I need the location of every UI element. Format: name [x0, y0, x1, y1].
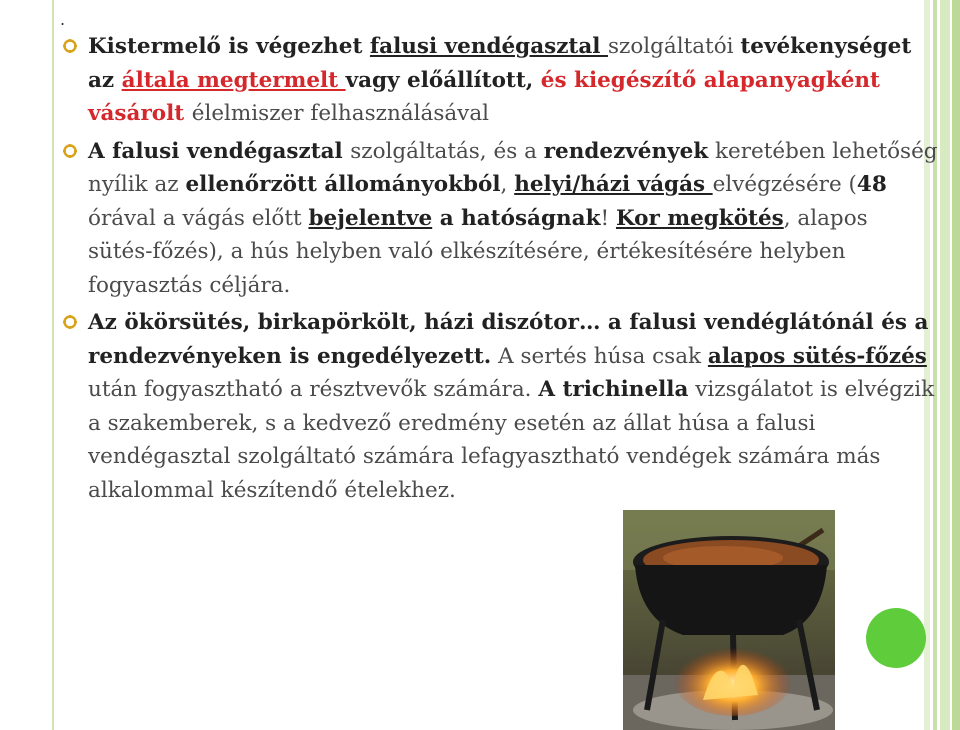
bullet-item [60, 306, 938, 507]
text-segment: Kor megkötés [615, 205, 784, 231]
text-segment: élelmiszer felhasználásával [191, 101, 490, 126]
text-segment: szolgáltatás, és a [350, 138, 544, 164]
text-segment: bejelentve [308, 205, 433, 231]
left-border-rule [52, 0, 54, 730]
text-segment: ellenőrzött állományokból [185, 172, 501, 197]
text-segment: alapos sütés-főzés [707, 343, 927, 369]
text-segment: A falusi vendégasztal [88, 138, 351, 164]
text-segment: helyi/házi vágás [514, 172, 713, 197]
text-segment: órával a vágás előtt [88, 205, 309, 231]
bullet-item [60, 135, 938, 303]
text-segment: ! [600, 205, 616, 231]
text-segment: tevékenységet az [88, 34, 912, 93]
text-segment: vagy előállított, [345, 67, 541, 93]
text-segment: általa megtermelt [121, 67, 346, 93]
text-segment: , alapos sütés-főzés), a hús helyben való elkészítésére, értékesítésére helyben fogyasztás céljára. [88, 205, 868, 298]
text-segment: elvégzésére ( [712, 172, 857, 197]
text-segment: rendezvények [543, 138, 709, 164]
text-segment: Kistermelő is végezhet [88, 34, 370, 59]
bullet-item [60, 30, 938, 131]
text-segment: 48 [856, 172, 887, 197]
text-segment: után fogyasztható a résztvevők számára. [88, 377, 539, 402]
stripe [952, 0, 960, 730]
stray-dot: . [60, 10, 66, 29]
open-ring-bullet-icon [62, 143, 78, 159]
text-segment: A trichinella [538, 377, 689, 402]
text-segment: a hatóságnak [432, 205, 601, 231]
photo-svg [623, 510, 835, 730]
text-segment: , [500, 172, 515, 197]
slide-content [60, 30, 938, 511]
stripe [940, 0, 950, 730]
text-segment: A sertés húsa csak [491, 343, 708, 369]
text-segment: és kiegészítő alapanyagként vásárolt [88, 67, 880, 126]
cauldron-over-fire-photo [623, 510, 835, 730]
text-segment: vizsgálatot is elvégzik a szakemberek, s a kedvező eredmény esetén az állat húsa a falusi vendégasztal szolgáltató számára lefagyasztható vendégek számára más alkalommal készítendő ételekhez. [88, 377, 935, 503]
text-segment: szolgáltatói [607, 34, 741, 59]
green-circle-decoration [866, 608, 926, 668]
text-segment: keretében lehetőség nyílik az [88, 138, 938, 197]
text-segment: Az ökörsütés, birkapörkölt, házi diszótor… a falusi vendéglátónál és a rendezvényeken is engedélyezett. [88, 310, 929, 369]
text-segment: falusi vendégasztal [369, 34, 608, 59]
open-ring-bullet-icon [62, 314, 78, 330]
open-ring-bullet-icon [62, 38, 78, 54]
